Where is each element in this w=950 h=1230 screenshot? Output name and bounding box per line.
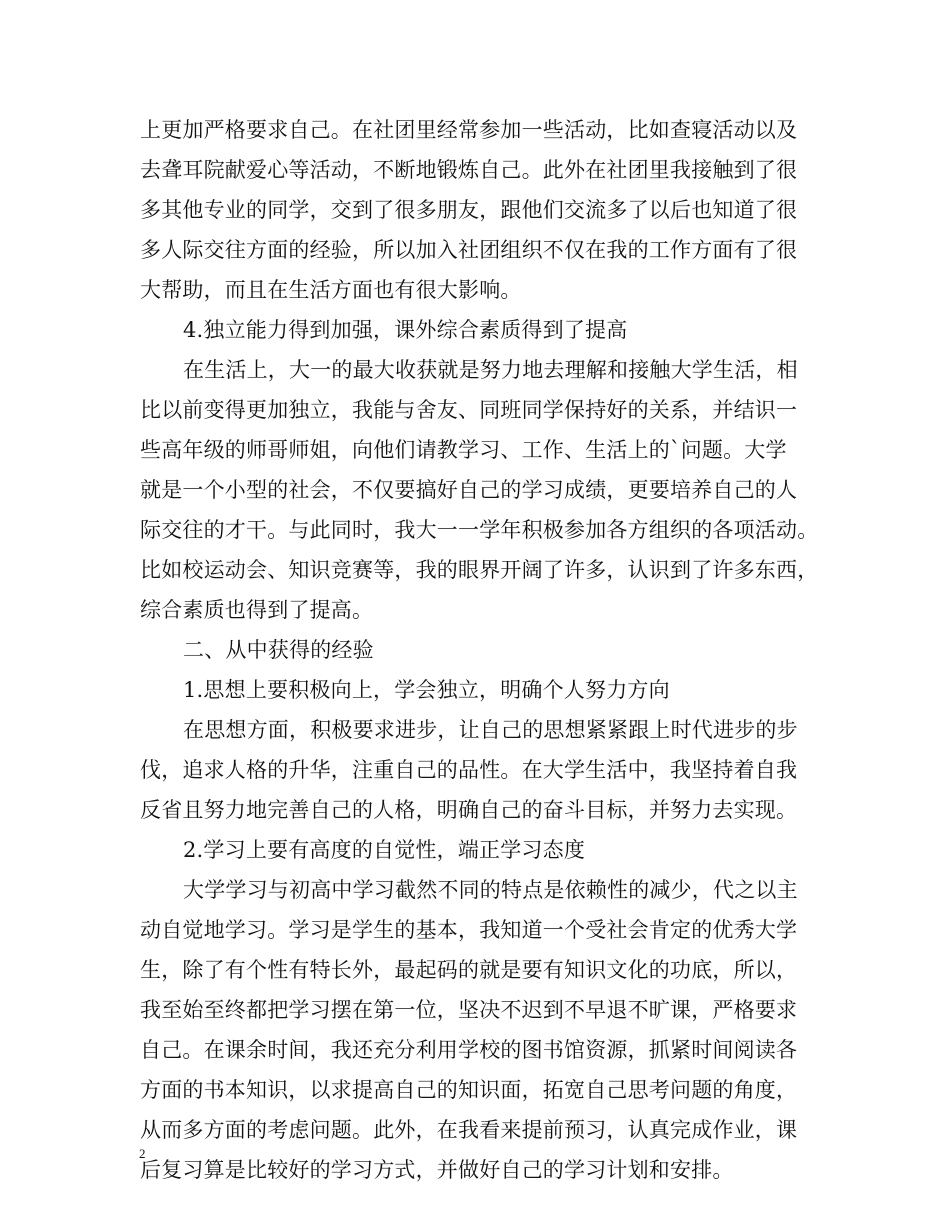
text-line: 多其他专业的同学，交到了很多朋友，跟他们交流多了以后也知道了很 [140, 198, 798, 222]
text-line: 在生活上，大一的最大收获就是努力地去理解和接触大学生活，相 [183, 358, 798, 382]
text-line: 大学学习与初高中学习截然不同的特点是依赖性的减少，代之以主 [183, 878, 798, 902]
section-heading: 4.独立能力得到加强，课外综合素质得到了提高 [183, 318, 628, 342]
page-number: 2 [139, 1146, 146, 1161]
text-line: 比如校运动会、知识竞赛等，我的眼界开阔了许多，认识到了许多东西， [140, 558, 819, 582]
section-heading: 2.学习上要有高度的自觉性，端正学习态度 [183, 838, 586, 862]
text-line: 上更加严格要求自己。在社团里经常参加一些活动，比如查寝活动以及 [140, 118, 798, 142]
text-line: 比以前变得更加独立，我能与舍友、同班同学保持好的关系，并结识一 [140, 398, 798, 422]
text-line: 我至始至终都把学习摆在第一位，坚决不迟到不早退不旷课，严格要求 [140, 998, 798, 1022]
text-line: 综合素质也得到了提高。 [140, 598, 374, 622]
text-line: 在思想方面，积极要求进步，让自己的思想紧紧跟上时代进步的步 [183, 718, 798, 742]
section-heading: 二、从中获得的经验 [183, 638, 374, 662]
text-line: 从而多方面的考虑问题。此外，在我看来提前预习，认真完成作业，课 [140, 1118, 798, 1142]
text-line: 就是一个小型的社会，不仅要搞好自己的学习成绩，更要培养自己的人 [140, 478, 798, 502]
text-line: 方面的书本知识，以求提高自己的知识面，拓宽自己思考问题的角度， [140, 1078, 798, 1102]
text-line: 际交往的才干。与此同时，我大一一学年积极参加各方组织的各项活动。 [140, 518, 819, 542]
text-line: 大帮助，而且在生活方面也有很大影响。 [140, 278, 522, 302]
text-line: 自己。在课余时间，我还充分利用学校的图书馆资源，抓紧时间阅读各 [140, 1038, 798, 1062]
text-line: 去聋耳院献爱心等活动，不断地锻炼自己。此外在社团里我接触到了很 [140, 158, 798, 182]
text-line: 些高年级的师哥师姐，向他们请教学习、工作、生活上的`问题。大学 [140, 438, 787, 462]
section-heading: 1.思想上要积极向上，学会独立，明确个人努力方向 [183, 678, 670, 702]
text-line: 生，除了有个性有特长外，最起码的就是要有知识文化的功底，所以， [140, 958, 798, 982]
text-line: 伐，追求人格的升华，注重自己的品性。在大学生活中，我坚持着自我 [140, 758, 798, 782]
text-line: 动自觉地学习。学习是学生的基本，我知道一个受社会肯定的优秀大学 [140, 918, 798, 942]
text-line: 多人际交往方面的经验，所以加入社团组织不仅在我的工作方面有了很 [140, 238, 798, 262]
text-line: 反省且努力地完善自己的人格，明确自己的奋斗目标，并努力去实现。 [140, 798, 798, 822]
text-line: 后复习算是比较好的学习方式，并做好自己的学习计划和安排。 [140, 1158, 734, 1182]
